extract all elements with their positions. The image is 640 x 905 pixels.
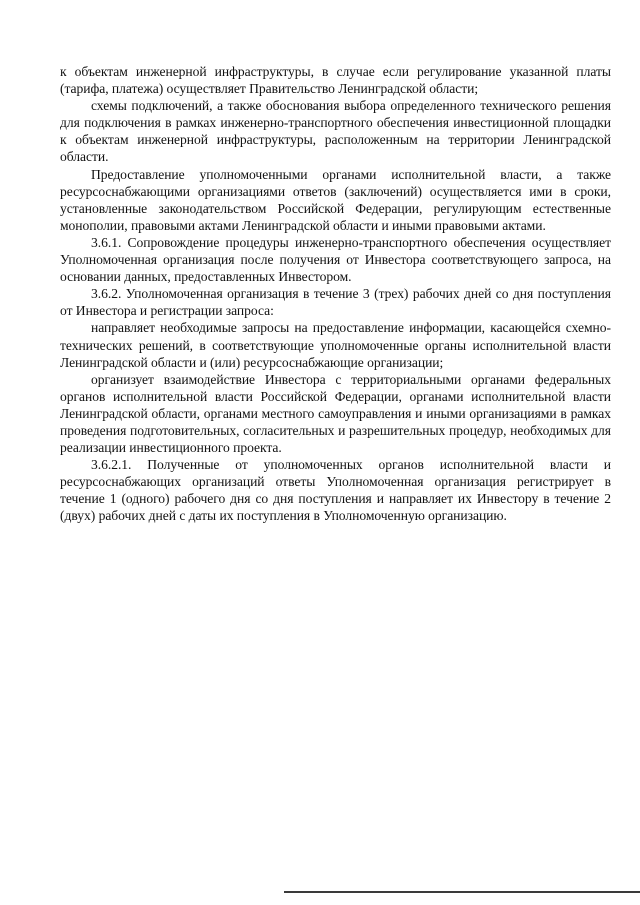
paragraph-organizes-interaction: организует взаимодействие Инвестора с территориальными органами федеральных органов исполнительной власти Российской Федерации, органами исполнительной власти Ленинградской области, органами местного самоуправления и иными организациями в рамках проведения подготовительных, согласительных и разрешительных процедур, необходимых для реализации инвестиционного проекта. (60, 371, 611, 456)
scan-edge-line (284, 891, 640, 893)
paragraph-3-6-2-1: 3.6.2.1. Полученные от уполномоченных органов исполнительной власти и ресурсоснабжающих организаций ответы Уполномоченная организация регистрирует в течение 1 (одного) рабочего дня со дня поступления и направляет их Инвестору в течение 2 (двух) рабочих дней с даты их поступления в Уполномоченную организацию. (60, 457, 611, 524)
paragraph-3-6-1: 3.6.1. Сопровождение процедуры инженерно-транспортного обеспечения осуществляет Уполномоченная организация после получения от Инвестора соответствующего запроса, на основании данных, предоставленных Инвестором. (60, 234, 611, 285)
paragraph-responses-terms: Предоставление уполномоченными органами исполнительной власти, а также ресурсоснабжающими организациями ответов (заключений) осуществляется ими в сроки, установленные законодательством Российской Федерации, регулирующим естественные монополии, правовыми актами Ленинградской области и иными правовыми актами. (60, 166, 611, 233)
paragraph-infrastructure-fee: к объектам инженерной инфраструктуры, в случае если регулирование указанной платы (тарифа, платежа) осуществляет Правительство Ленинградской области; (60, 64, 611, 97)
paragraph-connection-schemes: схемы подключений, а также обоснования выбора определенного технического решения для подключения в рамках инженерно-транспортного обеспечения инвестиционной площадки к объектам инженерной инфраструктуры, расположенным на территории Ленинградской области. (60, 98, 611, 165)
paragraph-sends-requests: направляет необходимые запросы на предоставление информации, касающейся схемно-технических решений, в соответствующие уполномоченные органы исполнительной власти Ленинградской области и (или) ресурсоснабжающие организации; (60, 320, 611, 370)
paragraph-3-6-2: 3.6.2. Уполномоченная организация в течение 3 (трех) рабочих дней со дня поступления от Инвестора и регистрации запроса: (60, 286, 611, 319)
document-page (60, 63, 611, 525)
